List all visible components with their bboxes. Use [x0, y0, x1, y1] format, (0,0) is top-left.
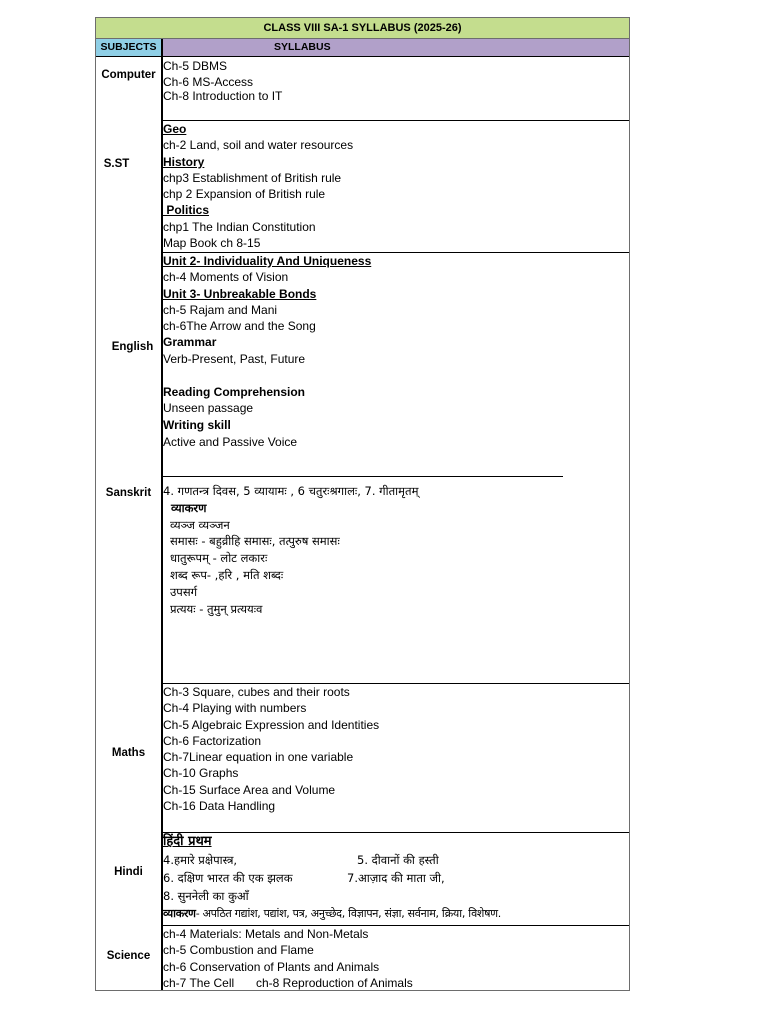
syllabus-line: उपसर्ग [170, 584, 198, 599]
syllabus-line: Ch-5 DBMS [163, 59, 228, 73]
hindi-item: 8. सुननेली का कुआँ [163, 889, 249, 903]
syllabus-line: Unseen passage [163, 401, 254, 416]
science-item: ch-7 The Cell [163, 975, 235, 990]
hindi-syllabus [163, 833, 501, 923]
syllabus-line: Map Book ch 8-15 [163, 236, 261, 251]
hindi-item: 4.हमारे प्रक्षेपास्त्र, [163, 853, 238, 867]
hindi-line [163, 851, 501, 869]
syllabus-line: समासः - बहुव्रीहि समासः, तत्पुरुष समासः [170, 534, 340, 549]
syllabus-line: Ch-4 Playing with numbers [163, 701, 307, 716]
section-heading: Geo [163, 122, 187, 136]
syllabus-line: ch-5 Combustion and Flame [163, 943, 314, 958]
syllabus-sheet [95, 17, 630, 991]
syllabus-line: chp 2 Expansion of British rule [163, 187, 326, 202]
syllabus-line: 4. गणतन्त्र दिवस, 5 व्यायामः , 6 चतुरःश्रगालः, 7. गीतामृतम् [163, 484, 419, 498]
sst-syllabus [163, 121, 353, 251]
header-syllabus-label: SYLLABUS [274, 41, 331, 53]
syllabus-line: शब्द रूप- ,हरि , मति शब्दः [170, 567, 284, 582]
section-heading: Writing skill [163, 417, 231, 432]
syllabus-line: Ch-3 Square, cubes and their roots [163, 685, 350, 699]
header-syllabus [163, 39, 629, 57]
science-syllabus [163, 926, 413, 991]
section-heading: Unit 3- Unbreakable Bonds [163, 286, 317, 301]
syllabus-line: Ch-15 Surface Area and Volume [163, 782, 336, 797]
section-heading: हिंदी प्रथम [163, 834, 212, 849]
science-item: ch-8 Reproduction of Animals [256, 975, 413, 990]
computer-syllabus [163, 58, 282, 105]
syllabus-line: chp1 The Indian Constitution [163, 219, 316, 234]
syllabus-line: chp3 Establishment of British rule [163, 170, 342, 185]
hindi-item: 5. दीवानों की हस्ती [357, 853, 439, 867]
syllabus-line: ch-4 Materials: Metals and Non-Metals [163, 927, 369, 941]
syllabus-line: प्रत्ययः - तुमुन् प्रत्ययःव [170, 601, 263, 616]
syllabus-line: Ch-7Linear equation in one variable [163, 750, 354, 765]
section-heading: व्याकरण [167, 500, 207, 515]
syllabus-line: Ch-6 Factorization [163, 733, 262, 748]
subject-science: Science [106, 950, 151, 962]
header-subjects: SUBJECTS [96, 39, 163, 57]
syllabus-line: ch-5 Rajam and Mani [163, 302, 278, 317]
syllabus-line: Ch-16 Data Handling [163, 799, 276, 814]
subject-english: English [111, 341, 154, 353]
syllabus-line: Ch-5 Algebraic Expression and Identities [163, 717, 380, 732]
syllabus-line: ch-6 Conservation of Plants and Animals [163, 959, 380, 974]
subject-sst: S.ST [103, 158, 130, 170]
syllabus-line: Ch-8 Introduction to IT [163, 89, 283, 104]
subject-sanskrit: Sanskrit [105, 487, 152, 499]
section-heading: Grammar [163, 335, 217, 350]
row-divider [163, 476, 563, 477]
syllabus-line: धातुरूपम् - लोट लकारः [170, 551, 268, 566]
section-heading: Unit 2- Individuality And Uniqueness [163, 254, 372, 268]
syllabus-line: ch-2 Land, soil and water resources [163, 138, 354, 153]
section-heading: Politics [163, 203, 210, 218]
hindi-grammar [163, 905, 501, 923]
syllabus-line [163, 975, 413, 991]
hindi-grammar-text: - अपठित गद्यांश, पद्यांश, पत्र, अनुच्छेद, विज्ञापन, संज्ञा, सर्वनाम, क्रिया, विशेषण. [195, 907, 501, 920]
sanskrit-syllabus [163, 483, 418, 617]
english-syllabus [163, 253, 371, 450]
section-heading: History [163, 154, 205, 169]
hindi-item: 7.आज़ाद की माता जी, [347, 871, 445, 885]
hindi-line [163, 869, 501, 887]
sheet-title: CLASS VIII SA-1 SYLLABUS (2025-26) [96, 18, 629, 39]
syllabus-line: Verb-Present, Past, Future [163, 351, 306, 366]
syllabus-line: ch-6The Arrow and the Song [163, 319, 316, 334]
hindi-grammar-label: व्याकरण [163, 907, 196, 920]
subject-maths: Maths [111, 747, 146, 759]
hindi-item: 6. दक्षिण भारत की एक झलक [163, 871, 293, 885]
maths-syllabus [163, 684, 379, 814]
syllabus-line: Active and Passive Voice [163, 434, 298, 449]
syllabus-line: व्यञ्ज व्यञ्जन [170, 517, 230, 532]
syllabus-line: Ch-6 MS-Access [163, 75, 254, 90]
subject-hindi: Hindi [114, 866, 143, 878]
syllabus-line: Ch-10 Graphs [163, 766, 239, 781]
syllabus-line: ch-4 Moments of Vision [163, 270, 289, 285]
section-heading: Reading Comprehension [163, 385, 306, 400]
subject-computer: Computer [101, 69, 156, 81]
